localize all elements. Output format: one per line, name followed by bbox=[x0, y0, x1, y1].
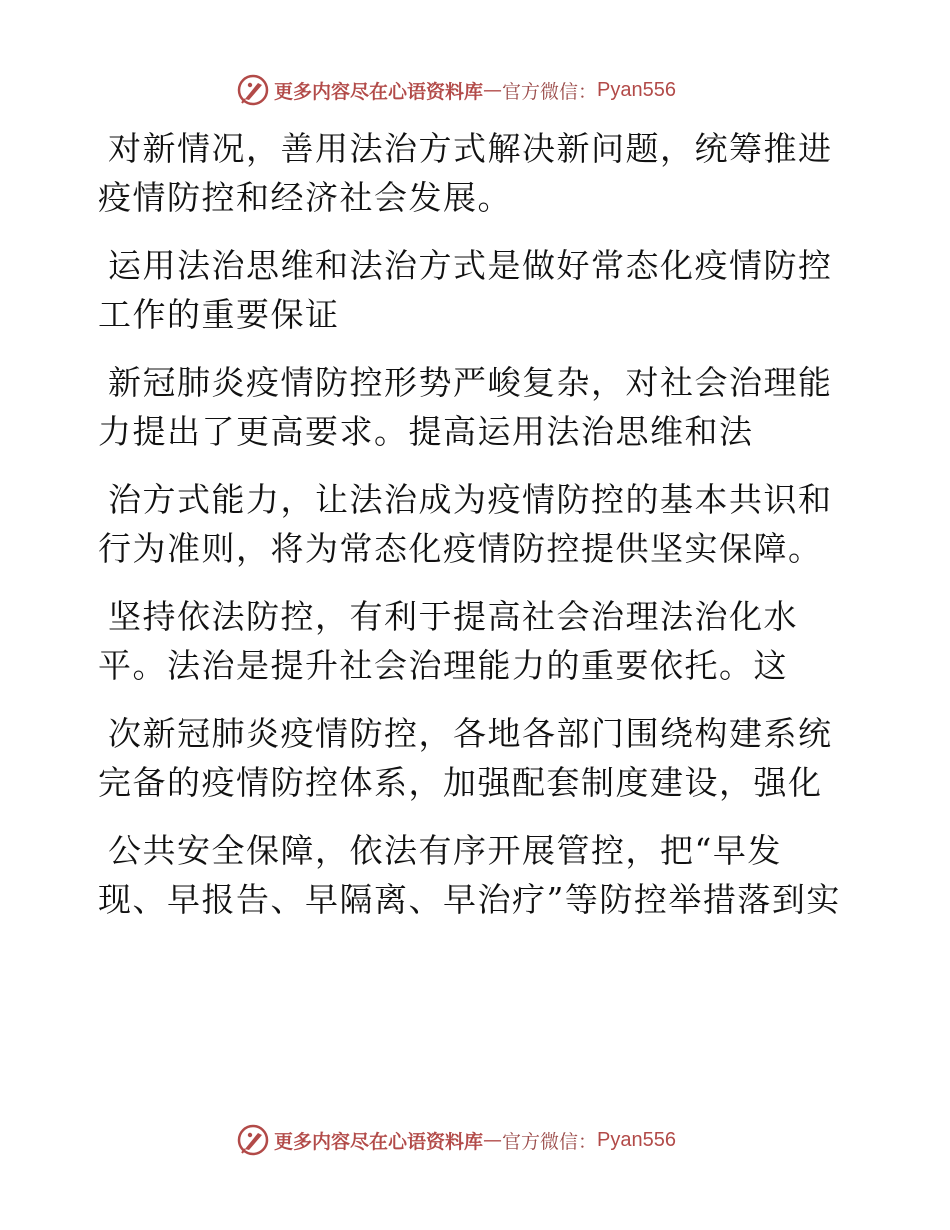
text-line: 公共安全保障，依法有序开展管控，把“早发 bbox=[108, 831, 782, 870]
paragraph bbox=[98, 709, 878, 807]
text-line: 运用法治思维和法治方式是做好常态化疫情防控 bbox=[108, 246, 833, 285]
text-line: 工作的重要保证 bbox=[98, 295, 340, 334]
watermark-separator: — bbox=[483, 1129, 503, 1151]
text-line: 新冠肺炎疫情防控形势严峻复杂，对社会治理能 bbox=[108, 363, 833, 402]
paragraph bbox=[98, 592, 878, 690]
paragraph bbox=[98, 124, 878, 222]
paragraph bbox=[98, 475, 878, 573]
text-line: 行为准则，将为常态化疫情防控提供坚实保障。 bbox=[98, 529, 823, 568]
text-line: 次新冠肺炎疫情防控，各地各部门围绕构建系统 bbox=[108, 714, 833, 753]
watermark-label: 官方微信： bbox=[502, 1130, 598, 1153]
watermark-label: 官方微信： bbox=[502, 80, 598, 103]
watermark-wechat-id: Pyan556 bbox=[597, 1128, 676, 1151]
document-body bbox=[98, 124, 878, 943]
text-line: 平。法治是提升社会治理能力的重要依托。这 bbox=[98, 646, 788, 685]
watermark-separator: — bbox=[483, 79, 503, 101]
text-line: 治方式能力，让法治成为疫情防控的基本共识和 bbox=[108, 480, 833, 519]
text-line: 坚持依法防控，有利于提高社会治理法治化水 bbox=[108, 597, 798, 636]
text-line: 疫情防控和经济社会发展。 bbox=[98, 178, 512, 217]
paragraph bbox=[98, 358, 878, 456]
text-line: 对新情况，善用法治方式解决新问题，统筹推进 bbox=[108, 129, 833, 168]
watermark-wechat-id: Pyan556 bbox=[597, 78, 676, 101]
watermark-text: 更多内容尽在心语资料库 bbox=[274, 80, 484, 103]
text-line: 现、早报告、早隔离、早治疗”等防控举措落到实 bbox=[98, 880, 841, 919]
quill-logo-icon bbox=[236, 1123, 270, 1157]
quill-logo-icon bbox=[236, 73, 270, 107]
text-line: 力提出了更高要求。提高运用法治思维和法 bbox=[98, 412, 754, 451]
footer-watermark bbox=[236, 1122, 676, 1158]
text-line: 完备的疫情防控体系，加强配套制度建设，强化 bbox=[98, 763, 823, 802]
header-watermark bbox=[236, 72, 676, 108]
paragraph bbox=[98, 826, 878, 924]
paragraph bbox=[98, 241, 878, 339]
watermark-text: 更多内容尽在心语资料库 bbox=[274, 1130, 484, 1153]
